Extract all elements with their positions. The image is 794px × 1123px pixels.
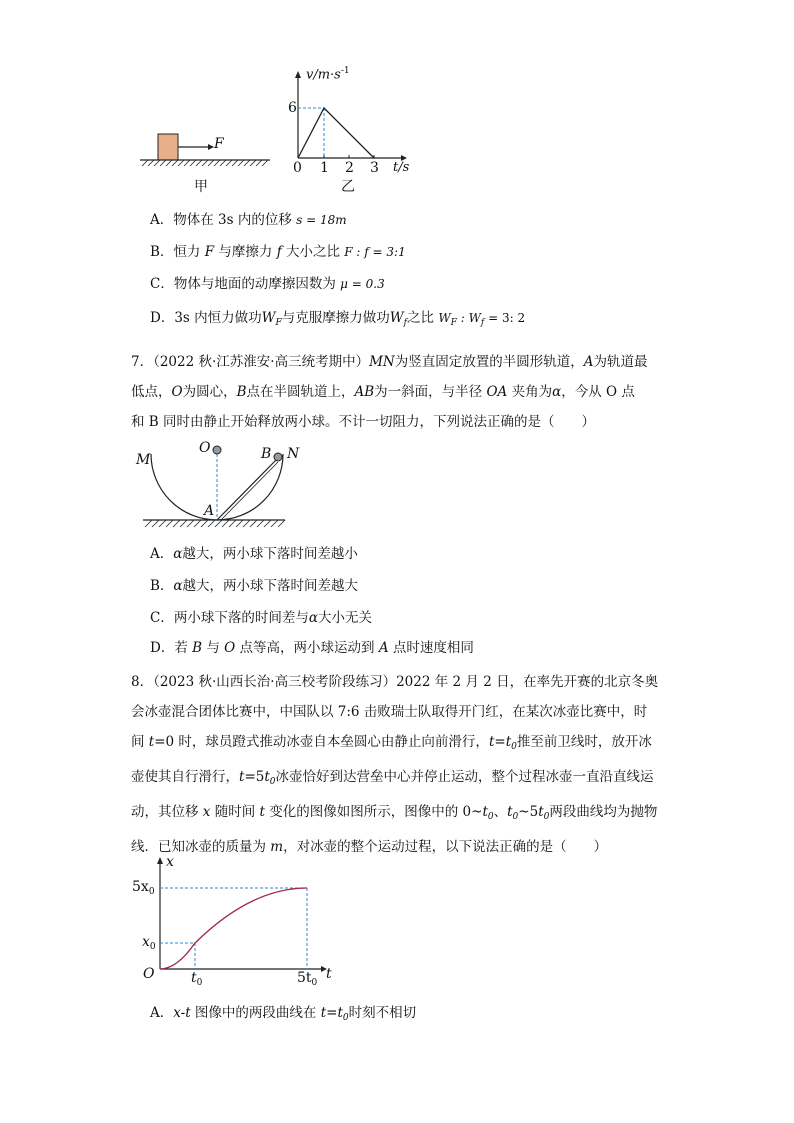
graph-x-label: x — [166, 854, 174, 870]
option-letter: C． — [150, 610, 174, 626]
txt: 点在半圆轨道上， — [246, 384, 355, 400]
option-letter: D． — [150, 310, 175, 326]
option-text: 越大，两小球下落时间差越大 — [182, 578, 359, 594]
label-A: A — [204, 503, 215, 519]
option-text: = — [326, 1005, 338, 1021]
option-letter: A． — [150, 212, 174, 228]
sym: t — [488, 734, 495, 750]
sym: A — [378, 640, 389, 656]
subscript: 0 — [512, 812, 519, 822]
x-tick-1: 1 — [320, 160, 329, 176]
txt: 2022 年 2 月 2 日，在率先开赛的北京冬奥 — [396, 674, 659, 690]
txt: 为圆心， — [182, 384, 237, 400]
q7-line-1 — [131, 347, 671, 377]
xt-curve — [160, 888, 307, 969]
q7-option-a[interactable] — [150, 544, 358, 564]
q8-line-2: 会冰壶混合团体比赛中，中国队以 7:6 击败瑞士队取得开门红，在某次冰壶比赛中，时 — [131, 704, 648, 720]
figure-yi-vt-graph — [285, 70, 415, 170]
sym: t — [259, 804, 265, 820]
txt: =0 时，球员蹬式推动冰壶自本垒圆心由静止向前滑行， — [154, 734, 489, 750]
sym: MN — [369, 354, 395, 370]
graph-origin-label: O — [143, 966, 155, 982]
subscript: 0 — [148, 887, 155, 897]
subscript: 0 — [196, 978, 203, 988]
force-label: F — [214, 136, 224, 152]
option-text: 之比 — [407, 310, 435, 326]
sym: t — [505, 734, 512, 750]
option-text: 点时速度相同 — [388, 640, 474, 656]
jia-label: 甲 — [194, 179, 208, 195]
sym: t — [482, 804, 488, 820]
q8-line-5 — [131, 797, 671, 832]
lbl: 5t — [297, 970, 312, 986]
label-N: N — [287, 446, 300, 462]
option-text: 与 — [202, 640, 225, 656]
formula-end: = 3: 2 — [484, 311, 526, 325]
subscript: 0 — [311, 978, 318, 988]
txt: ，对冰壶的整个运动过程，以下说法正确的是（ ） — [283, 839, 608, 855]
label-O: O — [199, 440, 211, 456]
txt: 随时间 — [210, 804, 260, 820]
question-7-text — [131, 347, 671, 437]
symbol-f: f — [276, 244, 282, 260]
sym: B — [192, 640, 203, 656]
sym: α — [552, 384, 562, 400]
subscript: f — [403, 318, 408, 328]
q7-option-c[interactable] — [150, 608, 372, 628]
option-text: 与克服摩擦力做功 — [281, 310, 390, 326]
q6-option-a[interactable] — [150, 210, 347, 230]
subscript: 0 — [543, 812, 550, 822]
v-axis-arrow — [295, 71, 301, 78]
y-tick-6: 6 — [288, 100, 297, 116]
q8-line-3 — [131, 727, 671, 762]
option-text: 物体与地面的动摩擦因数为 — [173, 276, 336, 292]
subscript: F — [275, 318, 282, 328]
x-tick-3: 3 — [370, 160, 379, 176]
q8-option-a[interactable] — [150, 1003, 416, 1028]
option-text: 大小无关 — [317, 610, 372, 626]
label-M: M — [136, 452, 151, 468]
ground-hatch — [142, 160, 268, 166]
txt: 间 — [131, 734, 149, 750]
option-letter: A． — [150, 1005, 174, 1021]
sym: t — [264, 769, 270, 785]
sym: AB — [354, 384, 375, 400]
graph-5x0-label — [132, 879, 155, 897]
symbol-alpha: α — [173, 546, 183, 562]
block — [158, 134, 178, 160]
question-number: 7． — [131, 354, 154, 370]
option-letter: B． — [150, 244, 174, 260]
graph-t-label: t — [326, 966, 332, 982]
x-tick-2: 2 — [345, 160, 354, 176]
txt: ~5 — [518, 804, 539, 820]
question-8-text — [131, 667, 671, 862]
q6-option-b[interactable] — [150, 242, 406, 262]
subscript: 0 — [342, 1013, 349, 1023]
option-letter: A． — [150, 546, 174, 562]
yi-label: 乙 — [341, 179, 355, 195]
txt: 为一斜面，与半径 — [374, 384, 487, 400]
formula-mid: : W — [456, 311, 481, 325]
sym: t — [148, 734, 155, 750]
q6-option-d[interactable] — [150, 308, 525, 333]
x-tick-0: 0 — [293, 160, 302, 176]
sym: t — [239, 769, 245, 785]
q8-line-1 — [131, 667, 671, 697]
option-text: 图像中的两段曲线在 — [190, 1005, 321, 1021]
option-text: 大小之比 — [281, 244, 340, 260]
txt: 线．已知冰壶的质量为 — [131, 839, 271, 855]
subscript: 0 — [269, 777, 276, 787]
txt: 动，其位移 — [131, 804, 203, 820]
lbl: x — [142, 934, 150, 950]
v-axis-label — [306, 66, 350, 82]
option-text: 越大，两小球下落时间差越小 — [182, 546, 358, 562]
option-letter: C． — [150, 276, 174, 292]
x-axis-arrow — [157, 857, 163, 864]
graph-x0-label — [142, 934, 156, 952]
txt: 夹角为 — [507, 384, 553, 400]
sym: O — [224, 640, 236, 656]
option-text: 恒力 — [173, 244, 205, 260]
symbol-alpha: α — [308, 610, 318, 626]
ball-O — [213, 446, 221, 454]
q7-line-2 — [131, 377, 671, 407]
subscript: 0 — [511, 742, 517, 752]
txt: ，今从 O 点 — [561, 384, 635, 400]
option-formula — [438, 311, 526, 328]
sym: t — [320, 1005, 327, 1021]
txt: 推至前卫线时，放开冰 — [516, 734, 652, 750]
symbol-W: W — [261, 310, 276, 326]
option-letter: D． — [150, 640, 175, 656]
label-B: B — [261, 446, 272, 462]
ball-B — [274, 453, 282, 461]
lbl: 5x — [132, 879, 149, 895]
sym: x — [202, 804, 211, 820]
option-text: 时刻不相切 — [348, 1005, 417, 1021]
symbol-W: W — [389, 310, 404, 326]
vt-line — [298, 108, 374, 158]
txt: 两段曲线均为抛物 — [549, 804, 658, 820]
option-formula: s = 18m — [296, 213, 347, 227]
txt: 变化的图像如图所示，图像中的 0~ — [264, 804, 483, 820]
subscript: 0 — [487, 812, 494, 822]
formula-W: W — [438, 311, 451, 325]
q6-option-c[interactable] — [150, 274, 385, 294]
v-axis-label-text: v/m·s — [306, 67, 341, 83]
sym: x-t — [173, 1005, 191, 1021]
option-text: 物体在 3s 内的位移 — [173, 212, 292, 228]
symbol-alpha: α — [173, 578, 183, 594]
option-text: 与摩擦力 — [214, 244, 277, 260]
symbol-F: F — [204, 244, 215, 260]
txt: 冰壶恰好到达营垒中心并停止运动，整个过程冰壶一直沿直线运 — [275, 769, 654, 785]
incline-AB — [217, 458, 278, 520]
question-number: 8． — [131, 674, 154, 690]
sym: t — [337, 1005, 343, 1021]
q7-line-3: 和 B 同时由静止开始释放两小球。不计一切阻力，下列说法正确的是（ ） — [131, 414, 596, 430]
sym: O — [171, 384, 183, 400]
option-text: 两小球下落的时间差与 — [173, 610, 309, 626]
v-axis-label-sup: -1 — [340, 66, 350, 76]
option-formula: F : f = 3:1 — [344, 245, 406, 259]
sym: OA — [486, 384, 508, 400]
txt: 为轨道最 — [593, 354, 648, 370]
question-source: （2023 秋·山西长治·高三校考阶段练习） — [153, 674, 397, 690]
sym: t — [507, 804, 513, 820]
graph-5t0-label — [297, 970, 317, 988]
option-text: 3s 内恒力做功 — [174, 310, 262, 326]
subscript: 0 — [149, 942, 156, 952]
ground-hatch — [145, 520, 285, 527]
question-source: （2022 秋·江苏淮安·高三统考期中） — [153, 354, 370, 370]
option-text: 点等高，两小球运动到 — [235, 640, 379, 656]
txt: 为竖直固定放置的半圆形轨道， — [394, 354, 584, 370]
txt: = — [494, 734, 506, 750]
sym: t — [538, 804, 544, 820]
graph-t0-label — [191, 970, 202, 988]
txt: 壶使其自行滑行， — [131, 769, 239, 785]
lbl: t — [191, 970, 197, 986]
q7-option-d[interactable] — [150, 638, 474, 658]
option-text: 若 — [174, 640, 193, 656]
q8-line-4 — [131, 762, 671, 797]
txt: =5 — [244, 769, 265, 785]
sym: A — [583, 354, 594, 370]
sym: m — [270, 839, 284, 855]
t-axis-label: t/s — [393, 160, 410, 175]
figure-q8-xt-graph — [155, 855, 345, 985]
txt: 低点， — [131, 384, 172, 400]
option-formula: μ = 0.3 — [340, 277, 385, 291]
subscript: F — [450, 318, 457, 328]
option-letter: B． — [150, 578, 174, 594]
txt: 、 — [493, 804, 508, 820]
q7-option-b[interactable] — [150, 576, 358, 596]
sym: B — [236, 384, 247, 400]
subscript: f — [480, 318, 485, 328]
